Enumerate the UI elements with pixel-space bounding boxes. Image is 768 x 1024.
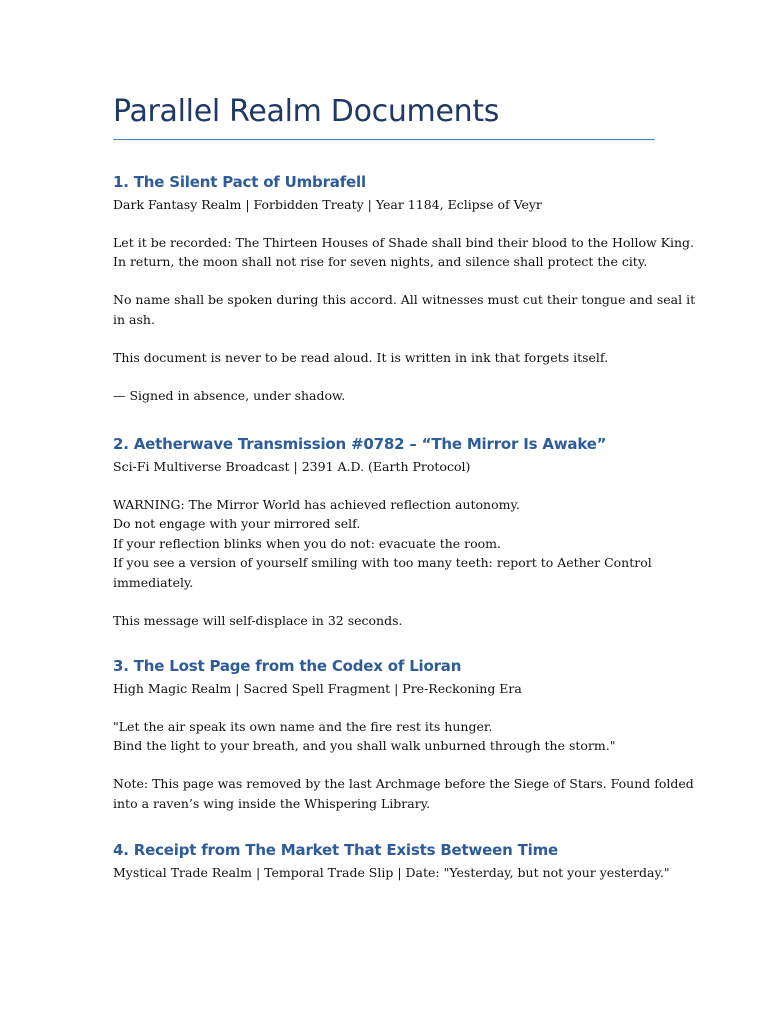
paragraph-line: No name shall be spoken during this accord. All witnesses must cut their tongue and seal it xyxy=(113,292,696,307)
section-heading: 1. The Silent Pact of Umbrafell xyxy=(113,173,366,191)
section-heading: 3. The Lost Page from the Codex of Lioran xyxy=(113,657,462,675)
paragraph xyxy=(113,611,655,631)
paragraph-line: This document is never to be read aloud. It is written in ink that forgets itself. xyxy=(113,349,609,365)
paragraph-line: If you see a version of yourself smiling with too many teeth: report to Aether Control xyxy=(113,555,652,570)
section-meta: Dark Fantasy Realm | Forbidden Treaty | Year 1184, Eclipse of Veyr xyxy=(113,197,542,212)
paragraph xyxy=(113,495,655,593)
paragraph xyxy=(113,348,655,368)
section-meta: Sci-Fi Multiverse Broadcast | 2391 A.D. (Earth Protocol) xyxy=(113,459,471,474)
paragraph-line: immediately. xyxy=(113,574,194,590)
section-2 xyxy=(113,434,655,630)
paragraph-line: This message will self-displace in 32 seconds. xyxy=(113,612,403,628)
paragraph xyxy=(113,717,655,756)
paragraph-line: in ash. xyxy=(113,311,155,327)
paragraph xyxy=(113,290,696,329)
section-3 xyxy=(113,656,694,813)
paragraph-line: If your reflection blinks when you do not: evacuate the room. xyxy=(113,535,501,551)
paragraph xyxy=(113,774,694,813)
title-divider xyxy=(113,139,655,140)
paragraph-line: In return, the moon shall not rise for seven nights, and silence shall protect the city. xyxy=(113,254,648,269)
section-1 xyxy=(113,172,696,405)
paragraph-line: Note: This page was removed by the last Archmage before the Siege of Stars. Found folded xyxy=(113,776,694,791)
document-title: Parallel Realm Documents xyxy=(113,94,500,129)
section-heading: 2. Aetherwave Transmission #0782 – “The Mirror Is Awake” xyxy=(113,435,607,453)
paragraph-line: Bind the light to your breath, and you shall walk unburned through the storm." xyxy=(113,738,616,753)
paragraph-line: Do not engage with your mirrored self. xyxy=(113,516,361,531)
paragraph-line: Let it be recorded: The Thirteen Houses of Shade shall bind their blood to the Hollow King. xyxy=(113,234,695,250)
section-meta: Mystical Trade Realm | Temporal Trade Slip | Date: "Yesterday, but not your yesterday." xyxy=(113,865,670,880)
paragraph-line: into a raven’s wing inside the Whispering Library. xyxy=(113,795,431,811)
section-heading: 4. Receipt from The Market That Exists Between Time xyxy=(113,841,558,859)
paragraph xyxy=(113,233,695,272)
paragraph-line: WARNING: The Mirror World has achieved reflection autonomy. xyxy=(113,496,520,512)
signature-line: — Signed in absence, under shadow. xyxy=(113,387,346,403)
paragraph-line: "Let the air speak its own name and the fire rest its hunger. xyxy=(113,718,493,734)
paragraph xyxy=(113,386,655,406)
section-4 xyxy=(113,840,670,882)
section-meta: High Magic Realm | Sacred Spell Fragment | Pre-Reckoning Era xyxy=(113,681,522,696)
